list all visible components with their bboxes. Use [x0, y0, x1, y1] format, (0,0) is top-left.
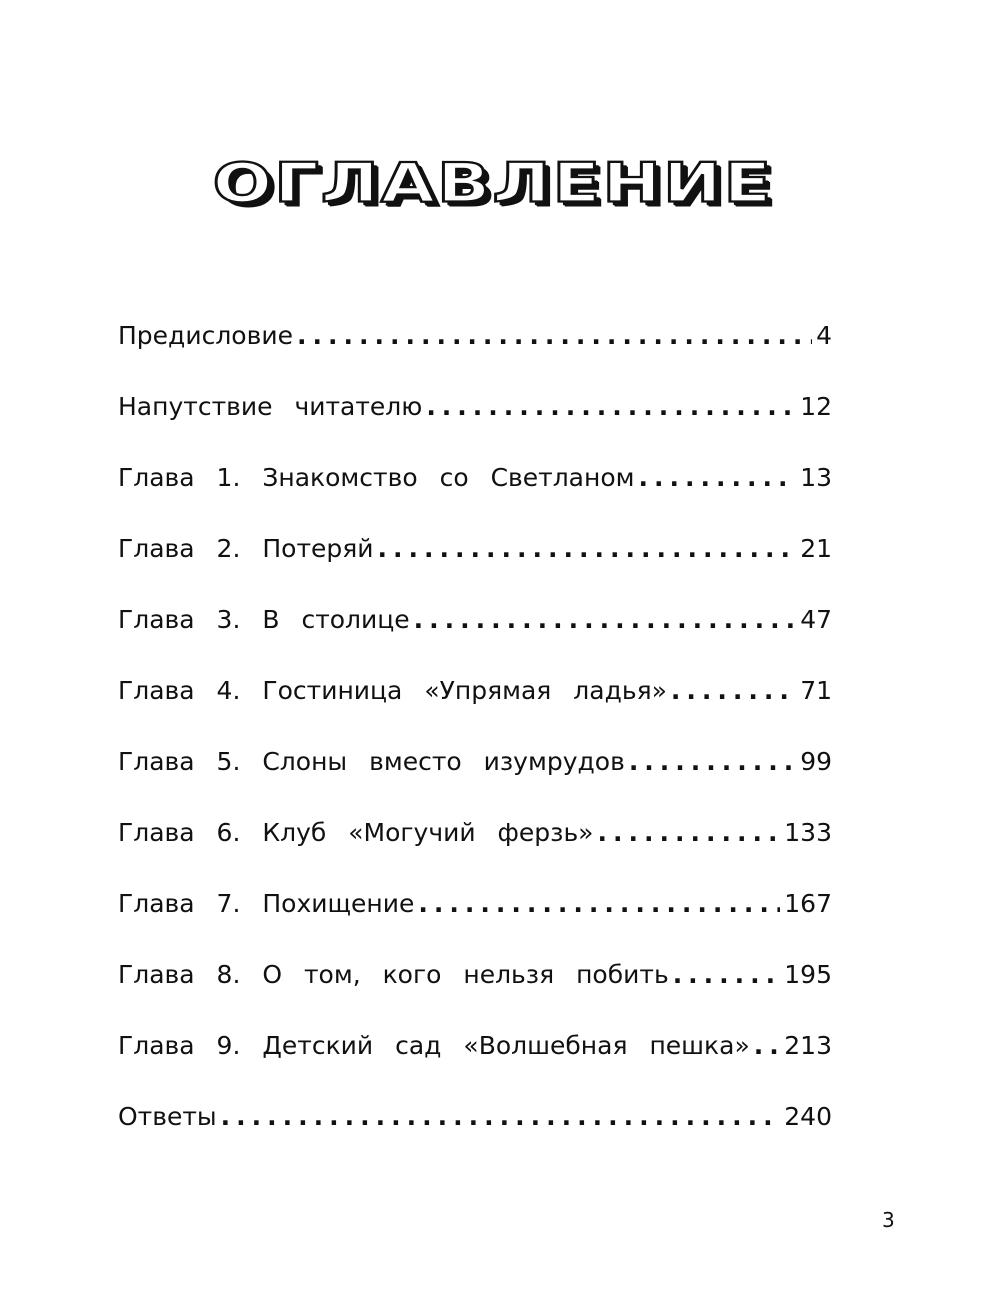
toc-entry-label: Глава 4. Гостиница «Упрямая ладья» [118, 676, 667, 705]
toc-entry-label: Предисловие [118, 321, 293, 350]
toc-entry-page: 12 [800, 392, 832, 421]
toc-entry-label: Глава 7. Похищение [118, 889, 415, 918]
toc-entry [118, 1095, 832, 1166]
toc-leader-dots [426, 385, 796, 429]
toc-entry-page: 99 [800, 747, 832, 776]
toc-leader-dots [378, 527, 797, 571]
toc-entry-page: 47 [800, 605, 832, 634]
toc-entry-label: Глава 5. Слоны вместо изумрудов [118, 747, 625, 776]
toc-entry-label: Глава 6. Клуб «Могучий ферзь» [118, 818, 594, 847]
toc-entry-label: Ответы [118, 1102, 217, 1131]
toc-entry [118, 953, 832, 1024]
toc-entry [118, 1024, 832, 1095]
toc-entry-page: 21 [800, 534, 832, 563]
table-of-contents [118, 314, 832, 1166]
toc-entry [118, 314, 832, 385]
toc-entry [118, 882, 832, 953]
toc-entry-page: 167 [784, 889, 832, 918]
toc-entry-label: Глава 8. О том, кого нельзя побить [118, 960, 669, 989]
toc-leader-dots [297, 314, 812, 358]
toc-entry-page: 213 [784, 1031, 832, 1060]
toc-entry-page: 13 [800, 463, 832, 492]
toc-entry [118, 598, 832, 669]
toc-entry-page: 71 [800, 676, 832, 705]
toc-entry-label: Глава 1. Знакомство со Светланом [118, 463, 635, 492]
toc-leader-dots [414, 598, 797, 642]
toc-leader-dots [639, 456, 797, 500]
toc-entry-label: Глава 3. В столице [118, 605, 410, 634]
toc-entry-page: 195 [784, 960, 832, 989]
toc-entry-page: 4 [816, 321, 832, 350]
toc-entry [118, 527, 832, 598]
page-number: 3 [882, 1208, 895, 1232]
toc-entry-label: Глава 2. Потеряй [118, 534, 374, 563]
toc-entry-page: 240 [784, 1102, 832, 1131]
toc-entry [118, 385, 832, 456]
toc-entry [118, 456, 832, 527]
toc-entry [118, 811, 832, 882]
toc-leader-dots [673, 953, 781, 997]
title-container [0, 128, 986, 238]
page-title: ОГЛАВЛЕНИЕ [212, 151, 774, 215]
toc-leader-dots [221, 1095, 781, 1139]
toc-leader-dots [671, 669, 796, 713]
toc-entry-page: 133 [784, 818, 832, 847]
toc-leader-dots [754, 1024, 781, 1068]
toc-entry-label: Глава 9. Детский сад «Волшебная пешка» [118, 1031, 750, 1060]
toc-leader-dots [418, 882, 780, 926]
toc-leader-dots [597, 811, 780, 855]
toc-entry [118, 740, 832, 811]
toc-entry [118, 669, 832, 740]
toc-entry-label: Напутствие читателю [118, 392, 423, 421]
toc-leader-dots [629, 740, 796, 784]
